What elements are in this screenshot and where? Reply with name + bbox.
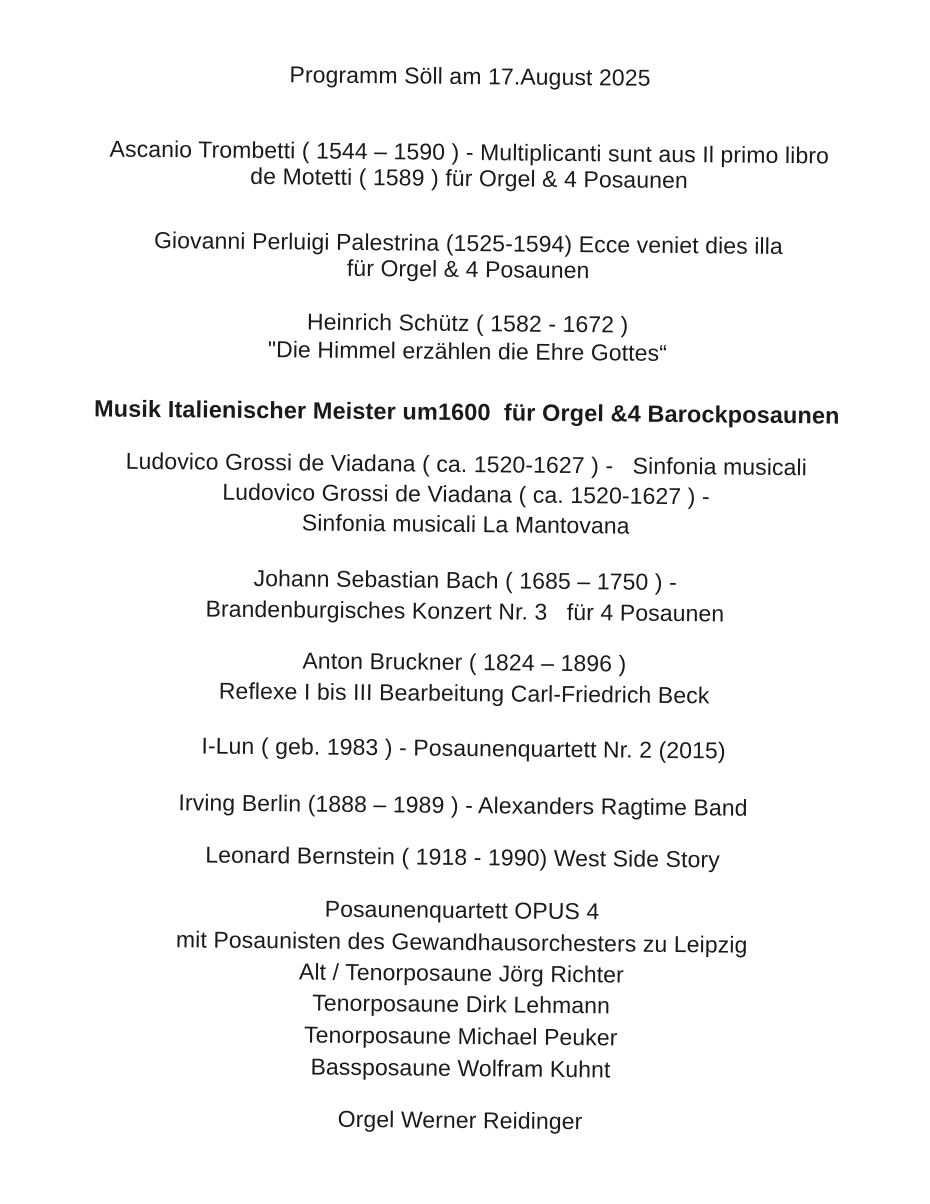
organist: Orgel Werner Reidinger [337,1105,583,1135]
program-item-line: Ludovico Grossi de Viadana ( ca. 1520-1627 ) - [222,478,710,510]
program-item-ilun: I-Lun ( geb. 1983 ) - Posaunenquartett Nr. 2 (2015) [201,732,726,764]
program-item-line: Anton Bruckner ( 1824 – 1896 ) [302,647,627,677]
program-item-line: Reflexe I bis III Bearbeitung Carl-Friedrich Beck [218,677,710,709]
program-item-line: Brandenburgisches Konzert Nr. 3 für 4 Posaunen [205,595,725,627]
ensemble-member: Alt / Tenorposaune Jörg Richter [298,958,624,988]
ensemble-subtitle: mit Posaunisten des Gewandhausorchesters zu Leipzig [175,926,748,958]
program-item-line: Heinrich Schütz ( 1582 - 1672 ) [306,308,629,338]
ensemble-member: Tenorposaune Dirk Lehmann [312,989,611,1019]
program-item-bernstein: Leonard Bernstein ( 1918 - 1990) West Side Story [205,841,720,873]
program-item-line: Ascanio Trombetti ( 1544 – 1590 ) - Multiplicanti sunt aus Il primo libro [109,135,830,169]
program-item-line: Sinfonia musicali La Mantovana [301,509,630,539]
ensemble-name: Posaunenquartett OPUS 4 [324,895,600,925]
program-item-line: Ludovico Grossi de Viadana ( ca. 1520-1627 ) - Sinfonia musicali [125,447,808,481]
ensemble-member: Tenorposaune Michael Peuker [303,1021,618,1051]
section-heading: Musik Italienischer Meister um1600 für Orgel &4 Barockposaunen [93,395,840,429]
program-item-berlin: Irving Berlin (1888 – 1989 ) - Alexanders Ragtime Band [178,789,748,821]
ensemble-member: Bassposaune Wolfram Kuhnt [310,1053,611,1083]
program-item-line: für Orgel & 4 Posaunen [346,254,590,284]
program-item-line: "Die Himmel erzählen die Ehre Gottes“ [267,336,668,366]
program-item-line: Giovanni Perluigi Palestrina (1525-1594) Ecce veniet dies illa [153,226,783,260]
program-title: Programm Söll am 17.August 2025 [289,61,651,91]
program-item-line: de Motetti ( 1589 ) für Orgel & 4 Posaunen [250,162,688,194]
program-item-line: Johann Sebastian Bach ( 1685 – 1750 ) - [253,564,677,596]
